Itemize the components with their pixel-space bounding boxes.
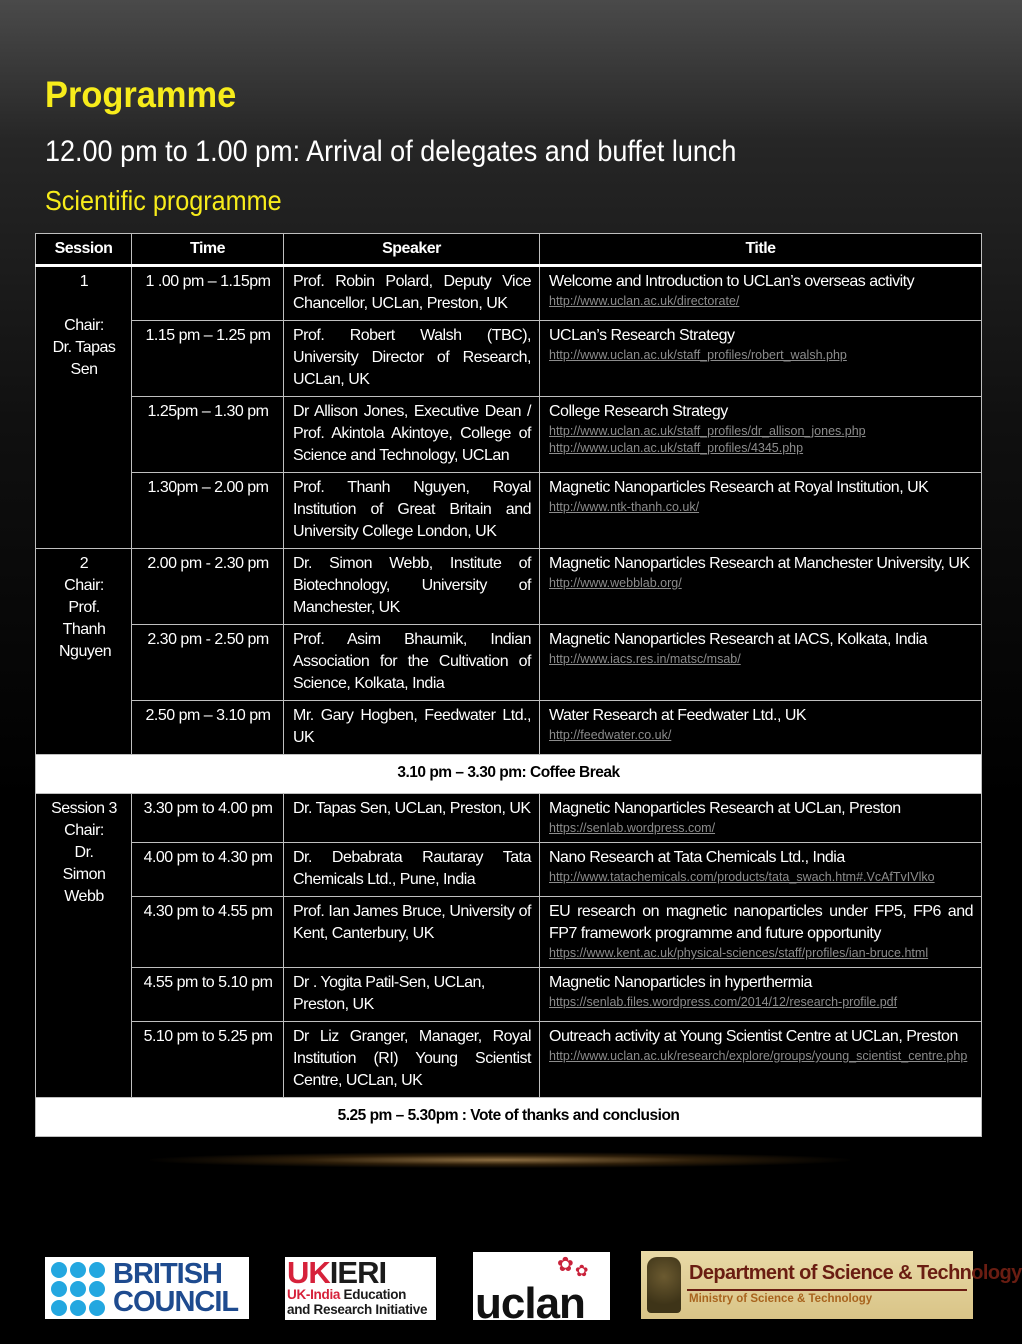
- row-link[interactable]: http://www.uclan.ac.uk/directorate/: [549, 294, 740, 308]
- row-title-cell: [540, 473, 982, 549]
- row-link[interactable]: http://www.iacs.res.in/matsc/msab/: [549, 652, 741, 666]
- session-number: Session 3: [51, 800, 117, 817]
- section-subtitle: Scientific programme: [45, 185, 282, 216]
- row-title: Magnetic Nanoparticles in hyperthermia: [549, 974, 812, 991]
- row-link[interactable]: http://www.uclan.ac.uk/research/explore/groups/young_scientist_centre.php: [549, 1049, 968, 1063]
- row-time: 4.30 pm to 4.55 pm: [132, 897, 284, 968]
- row-link[interactable]: http://feedwater.co.uk/: [549, 728, 672, 742]
- dst-subtitle: Ministry of Science & Technology: [689, 1293, 873, 1305]
- row-title-cell: [540, 968, 982, 1022]
- row-time: 1.30pm – 2.00 pm: [132, 473, 284, 549]
- session-3-cell: [36, 794, 132, 1098]
- row-title-cell: [540, 701, 982, 755]
- session-chair-label: Chair:: [64, 317, 104, 334]
- row-time: 1.25pm – 1.30 pm: [132, 397, 284, 473]
- row-title-cell: [540, 549, 982, 625]
- row-time: 2.50 pm – 3.10 pm: [132, 701, 284, 755]
- dst-divider: [687, 1289, 967, 1291]
- table-row: [36, 266, 982, 321]
- row-title: Magnetic Nanoparticles Research at IACS, Kolkata, India: [549, 631, 928, 648]
- row-speaker: Dr Allison Jones, Executive Dean / Prof. Akintola Akintoye, College of Science and Technology, UCLan: [284, 397, 540, 473]
- dst-title: Department of Science & Technology: [689, 1262, 1022, 1284]
- session-chair-name: Dr. Tapas Sen: [52, 339, 116, 378]
- row-speaker: Prof. Asim Bhaumik, Indian Association for the Cultivation of Science, Kolkata, India: [284, 625, 540, 701]
- session-2-cell: [36, 549, 132, 755]
- ukieri-logo: [285, 1257, 436, 1320]
- session-1-cell: [36, 266, 132, 549]
- row-speaker: Dr. Simon Webb, Institute of Biotechnology, University of Manchester, UK: [284, 549, 540, 625]
- row-speaker: Mr. Gary Hogben, Feedwater Ltd., UK: [284, 701, 540, 755]
- row-speaker: Prof. Robin Polard, Deputy Vice Chancellor, UCLan, Preston, UK: [284, 266, 540, 321]
- session-number: 2: [79, 555, 89, 572]
- row-title-cell: [540, 266, 982, 321]
- coffee-break-row: [36, 755, 982, 794]
- row-time: 2.30 pm - 2.50 pm: [132, 625, 284, 701]
- british-council-dots-icon: [51, 1262, 105, 1316]
- arrival-line: 12.00 pm to 1.00 pm: Arrival of delegates and buffet lunch: [45, 135, 737, 168]
- row-speaker: Dr . Yogita Patil-Sen, UCLan, Preston, UK: [284, 968, 540, 1022]
- row-link[interactable]: https://senlab.files.wordpress.com/2014/12/research-profile.pdf: [549, 995, 898, 1009]
- ukieri-tagline: UK-India Education and Research Initiative: [287, 1287, 428, 1317]
- table-row: [36, 794, 982, 843]
- british-council-logo: [45, 1257, 249, 1319]
- header-speaker: Speaker: [284, 234, 540, 266]
- row-title-cell: [540, 897, 982, 968]
- table-row: [36, 625, 982, 701]
- programme-table: [35, 233, 982, 1137]
- row-time: 3.30 pm to 4.00 pm: [132, 794, 284, 843]
- row-title: College Research Strategy: [549, 403, 728, 420]
- row-title: Nano Research at Tata Chemicals Ltd., India: [549, 849, 845, 866]
- closing-label: 5.25 pm – 5.30pm : Vote of thanks and conclusion: [36, 1098, 982, 1137]
- row-link[interactable]: http://www.webblab.org/: [549, 576, 682, 590]
- table-row: [36, 843, 982, 897]
- coffee-break-label: 3.10 pm – 3.30 pm: Coffee Break: [36, 755, 982, 794]
- row-speaker: Prof. Robert Walsh (TBC), University Director of Research, UCLan, UK: [284, 321, 540, 397]
- row-title: Magnetic Nanoparticles Research at Royal Institution, UK: [549, 479, 929, 496]
- uclan-flower-icon: ✿: [575, 1263, 589, 1280]
- table-row: [36, 1022, 982, 1098]
- session-number: 1: [79, 273, 89, 290]
- session-chair-name: Dr. Simon Webb: [62, 844, 106, 905]
- header-session: Session: [36, 234, 132, 266]
- table-row: [36, 701, 982, 755]
- row-title: Outreach activity at Young Scientist Centre at UCLan, Preston: [549, 1028, 958, 1045]
- row-time: 1.15 pm – 1.25 pm: [132, 321, 284, 397]
- header-time: Time: [132, 234, 284, 266]
- table-row: [36, 549, 982, 625]
- row-title: Magnetic Nanoparticles Research at UCLan, Preston: [549, 800, 901, 817]
- table-row: [36, 968, 982, 1022]
- row-time: 4.55 pm to 5.10 pm: [132, 968, 284, 1022]
- table-row: [36, 321, 982, 397]
- table-header-row: [36, 234, 982, 266]
- row-speaker: Dr Liz Granger, Manager, Royal Institution (RI) Young Scientist Centre, UCLan, UK: [284, 1022, 540, 1098]
- session-chair-name: Prof. Thanh Nguyen: [59, 599, 112, 660]
- row-title-cell: [540, 794, 982, 843]
- british-council-wordmark: BRITISH COUNCIL: [113, 1258, 239, 1318]
- table-row: [36, 473, 982, 549]
- row-link-secondary[interactable]: http://www.uclan.ac.uk/staff_profiles/4345.php: [549, 441, 804, 455]
- row-speaker: Dr. Tapas Sen, UCLan, Preston, UK: [284, 794, 540, 843]
- sponsor-logos: [0, 1251, 1022, 1328]
- row-title: Water Research at Feedwater Ltd., UK: [549, 707, 807, 724]
- row-title-cell: [540, 843, 982, 897]
- row-link[interactable]: http://www.uclan.ac.uk/staff_profiles/robert_walsh.php: [549, 348, 847, 362]
- uclan-logo: [473, 1252, 610, 1328]
- row-title: EU research on magnetic nanoparticles under FP5, FP6 and FP7 framework programme and future opportunity: [549, 903, 973, 942]
- row-time: 2.00 pm - 2.30 pm: [132, 549, 284, 625]
- page-title: Programme: [45, 74, 237, 115]
- row-title: Magnetic Nanoparticles Research at Manchester University, UK: [549, 555, 970, 572]
- session-chair-label: Chair:: [64, 577, 104, 594]
- national-emblem-icon: [647, 1257, 681, 1313]
- row-time: 5.10 pm to 5.25 pm: [132, 1022, 284, 1098]
- closing-row: [36, 1098, 982, 1137]
- header-title: Title: [540, 234, 982, 266]
- uclan-wordmark: uclan: [475, 1279, 585, 1328]
- session-chair-label: Chair:: [64, 822, 104, 839]
- row-link[interactable]: http://www.ntk-thanh.co.uk/: [549, 500, 700, 514]
- row-title-cell: [540, 625, 982, 701]
- row-title-cell: [540, 1022, 982, 1098]
- row-speaker: Dr. Debabrata Rautaray Tata Chemicals Ltd., Pune, India: [284, 843, 540, 897]
- ukieri-wordmark: UKIERI: [287, 1255, 387, 1290]
- table-row: [36, 897, 982, 968]
- row-link[interactable]: http://www.tatachemicals.com/products/tata_swach.htm#.VcAfTvIVlko: [549, 870, 935, 884]
- row-time: 4.00 pm to 4.30 pm: [132, 843, 284, 897]
- row-link[interactable]: https://www.kent.ac.uk/physical-sciences/staff/profiles/ian-bruce.html: [549, 946, 929, 960]
- row-title: UCLan’s Research Strategy: [549, 327, 735, 344]
- decorative-glow-divider: [150, 1152, 850, 1168]
- uclan-flower-icon: ✿: [557, 1254, 574, 1276]
- row-title-cell: [540, 397, 982, 473]
- row-time: 1 .00 pm – 1.15pm: [132, 266, 284, 321]
- row-title-cell: [540, 321, 982, 397]
- row-speaker: Prof. Thanh Nguyen, Royal Institution of Great Britain and University College London, UK: [284, 473, 540, 549]
- row-link[interactable]: https://senlab.wordpress.com/: [549, 821, 716, 835]
- dst-logo: [641, 1251, 1022, 1319]
- row-speaker: Prof. Ian James Bruce, University of Kent, Canterbury, UK: [284, 897, 540, 968]
- row-link[interactable]: http://www.uclan.ac.uk/staff_profiles/dr_allison_jones.php: [549, 424, 866, 438]
- table-row: [36, 397, 982, 473]
- row-title: Welcome and Introduction to UCLan’s overseas activity: [549, 273, 915, 290]
